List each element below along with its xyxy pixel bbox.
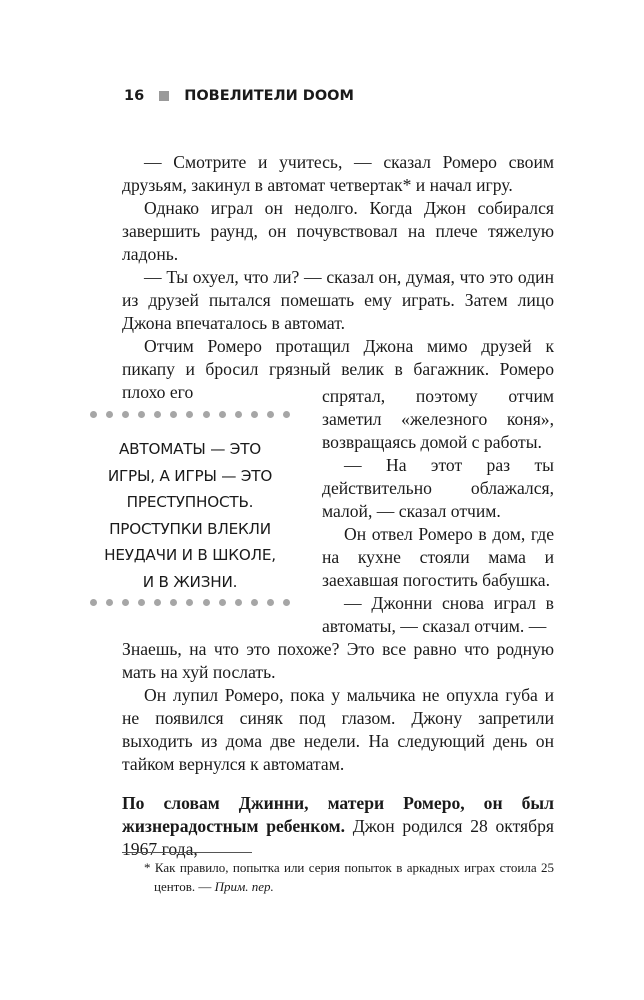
text-block-top — [122, 151, 554, 404]
paragraph: Он лупил Ромеро, пока у мальчика не опухла губа и не появился синяк под глазом. Джону запретили выходить из дома две недели. На следующий день он тайком вернулся к автоматам. — [122, 685, 554, 774]
pullquote-bottom-dots — [90, 599, 290, 607]
pull-quote-line: НЕУДАЧИ И В ШКОЛЕ, — [104, 546, 276, 564]
separator-square-icon — [159, 91, 169, 101]
pull-quote-line: АВТОМАТЫ — ЭТО — [118, 440, 262, 458]
pull-quote-line: И В ЖИЗНИ. — [142, 572, 238, 591]
text-block-section — [122, 792, 554, 861]
text-block-narrow — [322, 385, 554, 638]
pullquote-top-dots — [90, 411, 290, 419]
paragraph: — Ты охуел, что ли? — сказал он, думая, что это один из друзей пытался помешать ему играть. Затем лицо Джона впечаталось в автомат. — [122, 267, 554, 333]
pull-quote-line: ИГРЫ, А ИГРЫ — ЭТО — [107, 466, 273, 485]
paragraph: — На этот раз ты действительно облажался, малой, — сказал отчим. — [322, 455, 554, 521]
bold-lead: По словам Джинни, матери Ромеро, он был жизнерадостным ребенком. — [122, 793, 554, 836]
footnote-rule — [122, 852, 252, 853]
paragraph: — Джонни снова играл в автоматы, — сказал отчим. — — [322, 593, 554, 636]
paragraph: Знаешь, на что это похоже? Это все равно что родную мать на хуй послать. — [122, 639, 554, 682]
pull-quote — [100, 436, 280, 595]
footnote-note: Прим. пер. — [214, 879, 274, 894]
paragraph: Однако играл он недолго. Когда Джон собирался завершить раунд, он почувствовал на плече тяжелую ладонь. — [122, 198, 554, 264]
footnote-text: * Как правило, попытка или серия попыток в аркадных играх стоила 25 центов. — — [144, 860, 554, 894]
footnote — [122, 858, 554, 896]
running-title: ПОВЕЛИТЕЛИ DOOM — [184, 88, 354, 104]
paragraph: спрятал, поэтому отчим заметил «железного коня», возвращаясь домой с работы. — [322, 386, 554, 452]
paragraph-rest: Джон родился 28 октября 1967 года, — [122, 816, 554, 859]
running-header — [124, 88, 354, 104]
text-block-bottom — [122, 638, 554, 776]
pull-quote-line: ПРОСТУПКИ ВЛЕКЛИ — [109, 519, 271, 538]
paragraph: — Смотрите и учитесь, — сказал Ромеро своим друзьям, закинул в автомат четвертак* и начал игру. — [122, 152, 554, 195]
paragraph — [122, 792, 554, 861]
pull-quote-line: ПРЕСТУПНОСТЬ. — [126, 493, 254, 511]
paragraph: Он отвел Ромеро в дом, где на кухне стояли мама и заехавшая погостить бабушка. — [322, 524, 554, 590]
paragraph: Отчим Ромеро протащил Джона мимо друзей к пикапу и бросил грязный велик в багажник. Ромеро плохо его — [122, 336, 554, 402]
page-number: 16 — [124, 88, 145, 104]
